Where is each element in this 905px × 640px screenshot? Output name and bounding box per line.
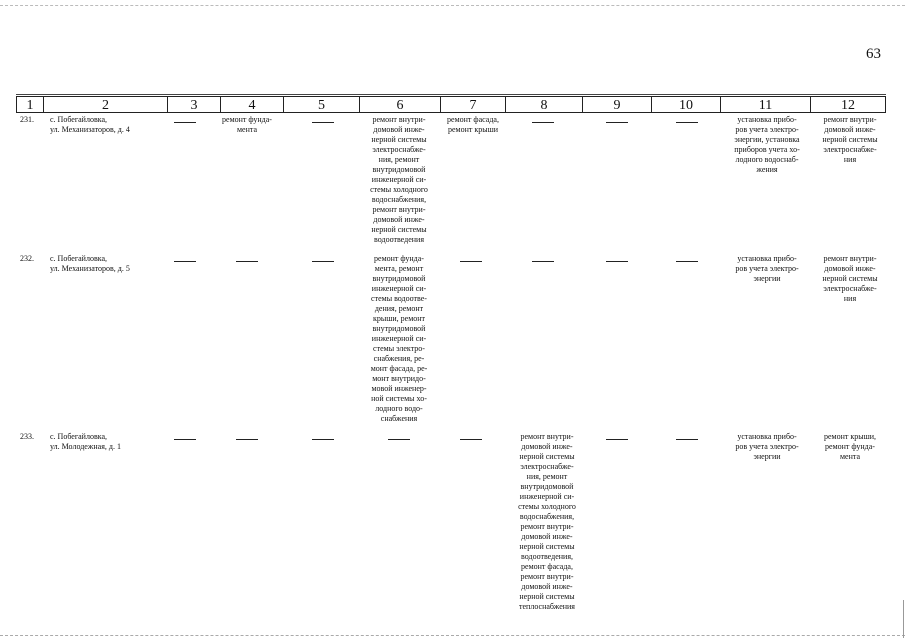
row-231-address: с. Побегайловка, ул. Механизаторов, д. 4 <box>50 115 130 134</box>
header-col-8: 8 <box>505 96 583 113</box>
row-231-col5-dash <box>312 122 334 123</box>
row-232-col9-dash <box>606 261 628 262</box>
row-233-col10-dash <box>676 439 698 440</box>
row-231-col10-dash <box>676 122 698 123</box>
header-col-6: 6 <box>359 96 441 113</box>
row-232-col12: ремонт внутри- домовой инже- нерной системы электроснабже- ния <box>822 254 878 303</box>
header-col-1: 1 <box>16 96 44 113</box>
row-232-col11: установка прибо- ров учета электро- энергии <box>735 254 799 283</box>
row-232-col7-dash <box>460 261 482 262</box>
header-col-2: 2 <box>43 96 168 113</box>
row-233-address: с. Побегайловка, ул. Молодежная, д. 1 <box>50 432 121 451</box>
header-col-9: 9 <box>582 96 652 113</box>
header-col-11: 11 <box>720 96 811 113</box>
row-232-col10-dash <box>676 261 698 262</box>
row-231-col8-dash <box>532 122 554 123</box>
row-231-col6: ремонт внутри- домовой инже- нерной системы электроснабже- ния, ремонт внутридомовой инженерной си- стемы холодного водоснабжения, ремонт внутри- домовой инже- нерной системы водоотведения <box>370 115 428 244</box>
row-231-number: 231. <box>20 115 34 124</box>
row-233-col8: ремонт внутри- домовой инже- нерной системы электроснабже- ния, ремонт внутридомовой инженерной си- стемы холодного водоснабжения, ремонт внутри- домовой инже- нерной системы водоотведения, ремонт фасада, ремонт внутри- домовой инже- нерной системы теплоснабжения <box>518 432 576 611</box>
row-233-col9-dash <box>606 439 628 440</box>
row-231-col11: установка прибо- ров учета электро- энергии, установка приборов учета хо- лодного водоснаб- жения <box>734 115 800 174</box>
row-232-col6: ремонт фунда- мента, ремонт внутридомовой инженерной си- стемы водоотве- дения, ремонт крыши, ремонт внутридомовой инженерной си- стемы электро- снабжения, ре- монт фасада, ре- монт внутридо- мовой инженер- ной системы хо- лодного водо- снабжения <box>370 254 428 423</box>
row-233-col4-dash <box>236 439 258 440</box>
row-231-col9-dash <box>606 122 628 123</box>
header-col-5: 5 <box>283 96 360 113</box>
row-233-col11: установка прибо- ров учета электро- энергии <box>735 432 799 461</box>
row-231-col7: ремонт фасада, ремонт крыши <box>447 115 499 134</box>
row-233-col12: ремонт крыши, ремонт фунда- мента <box>823 432 877 461</box>
row-231-col3-dash <box>174 122 196 123</box>
header-col-4: 4 <box>220 96 284 113</box>
scan-right-edge <box>903 600 904 638</box>
row-233-col7-dash <box>460 439 482 440</box>
row-233-number: 233. <box>20 432 34 441</box>
row-232-number: 232. <box>20 254 34 263</box>
header-col-7: 7 <box>440 96 506 113</box>
header-col-10: 10 <box>651 96 721 113</box>
row-233-col5-dash <box>312 439 334 440</box>
scan-bottom-edge <box>0 635 905 636</box>
scan-top-edge <box>0 5 905 6</box>
header-col-3: 3 <box>167 96 221 113</box>
table-header-row <box>16 96 886 114</box>
row-232-col4-dash <box>236 261 258 262</box>
row-233-col3-dash <box>174 439 196 440</box>
row-232-col5-dash <box>312 261 334 262</box>
table-top-rule <box>16 94 886 95</box>
row-232-col8-dash <box>532 261 554 262</box>
row-232-col3-dash <box>174 261 196 262</box>
row-231-col4: ремонт фунда- мента <box>222 115 272 134</box>
row-233-col6-dash <box>388 439 410 440</box>
row-232-address: с. Побегайловка, ул. Механизаторов, д. 5 <box>50 254 130 273</box>
row-231-col12: ремонт внутри- домовой инже- нерной системы электроснабже- ния <box>822 115 878 164</box>
page-number: 63 <box>866 46 881 62</box>
header-col-12: 12 <box>810 96 886 113</box>
